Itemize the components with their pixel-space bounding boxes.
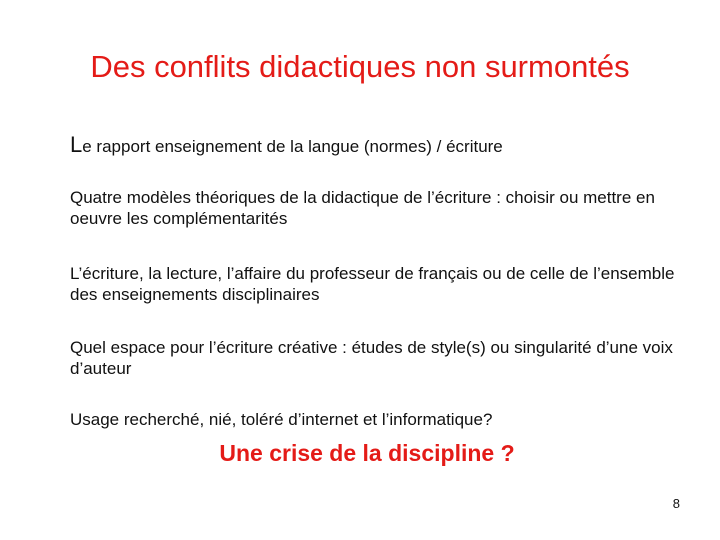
bullet-item-rapport-enseignement [70,134,680,157]
bullet-item-usage-internet: Usage recherché, nié, toléré d’internet et l’informatique? [70,410,493,429]
bullet-item-quatre-modeles: Quatre modèles théoriques de la didactique de l’écriture : choisir ou mettre en oeuvre les complémentarités [70,188,655,228]
bullet-item-ecriture-lecture: L’écriture, la lecture, l’affaire du professeur de français ou de celle de l’ensemble des enseignements disciplinaires [70,264,675,304]
bullet-item-text: e rapport enseignement de la langue (normes) / écriture [82,137,503,156]
bullet-item-first-letter: L [70,132,83,157]
slide-title: Des conflits didactiques non surmontés [90,49,630,84]
page-number: 8 [672,496,680,511]
bullet-item-ecriture-creative: Quel espace pour l’écriture créative : études de style(s) ou singularité d’une voix d’auteur [70,338,673,378]
slide-subtitle: Une crise de la discipline ? [219,440,515,466]
